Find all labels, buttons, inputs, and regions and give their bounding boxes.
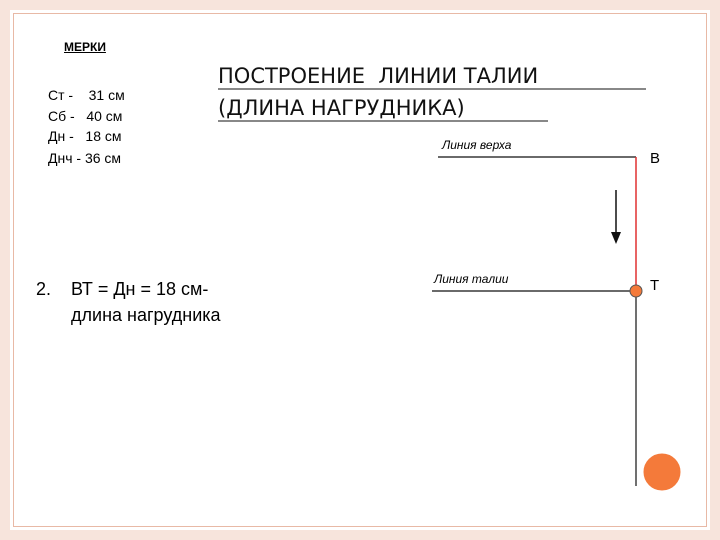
step-line-2: длина нагрудника [36,305,221,325]
heading-line-2: (ДЛИНА НАГРУДНИКА) [218,96,465,120]
waist-line-label: Линия талии [434,272,509,286]
point-t-marker [630,285,642,297]
measure-st: Ст - 31 см [48,87,125,103]
measures-title: МЕРКИ [64,40,106,54]
decorative-circle [642,452,682,492]
point-t-label: Т [650,277,660,294]
down-arrow-icon [611,190,621,244]
heading-line-1: ПОСТРОЕНИЕ ЛИНИИ ТАЛИИ [218,64,539,88]
point-b-label: В [650,150,661,167]
measure-dn: Дн - 18 см [48,128,122,144]
top-line-label: Линия верха [442,138,512,152]
measure-dnch: Днч - 36 см [48,150,122,166]
step-line-1: 2. ВТ = Дн = 18 см- [36,279,209,299]
measure-sb: Сб - 40 см [48,108,123,124]
